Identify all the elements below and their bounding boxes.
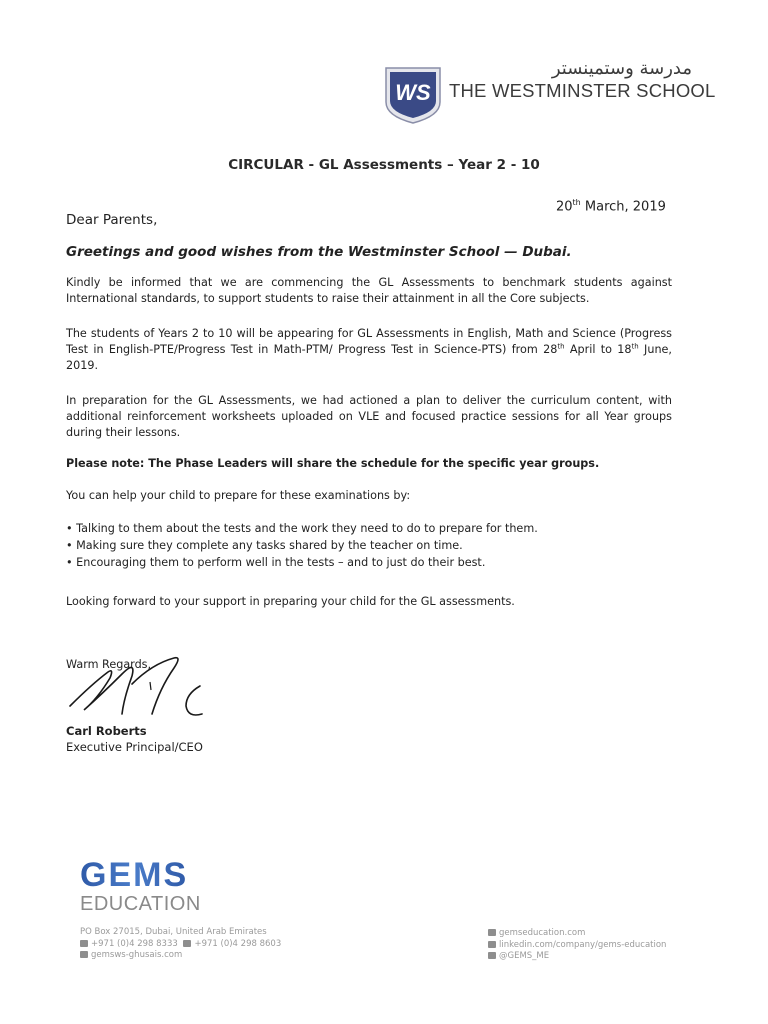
footer-contact-left bbox=[80, 927, 281, 962]
salutation: Dear Parents, bbox=[66, 212, 158, 228]
date-day: 20 bbox=[556, 199, 573, 215]
footer-fax: +971 (0)4 298 8603 bbox=[194, 938, 282, 949]
paragraph-2-a: The students of Years 2 to 10 will be appearing for GL Assessments in English, Math and Science (Progress Test in English-PTE/Progress Test in Math-PTM/ Progress Test in Science-PTS) from 28 bbox=[66, 327, 672, 356]
school-name-arabic: مدرسة وستمينستر bbox=[551, 58, 692, 79]
gems-logo-text: GEMS bbox=[80, 858, 189, 890]
footer-phone: +971 (0)4 298 8333 bbox=[91, 938, 178, 949]
signature-image bbox=[62, 624, 222, 724]
web-icon bbox=[488, 929, 496, 936]
signer-name: Carl Roberts bbox=[66, 724, 147, 738]
footer-address: PO Box 27015, Dubai, United Arab Emirates bbox=[80, 927, 267, 937]
footer-twitter-row bbox=[488, 951, 666, 963]
footer-email: gemsws-ghusais.com bbox=[91, 950, 183, 960]
footer-linkedin: linkedin.com/company/gems-education bbox=[499, 939, 667, 950]
footer-email-row bbox=[80, 950, 281, 962]
paragraph-5: You can help your child to prepare for these examinations by: bbox=[66, 489, 411, 502]
footer-phones bbox=[80, 939, 281, 951]
footer-website: gemseducation.com bbox=[499, 928, 586, 938]
school-crest-logo bbox=[384, 66, 442, 124]
paragraph-1: Kindly be informed that we are commencing the GL Assessments to benchmark students against International standards, to support students to raise their attainment in all the Core subjects. bbox=[66, 276, 672, 305]
paragraph-2 bbox=[66, 326, 672, 374]
fax-icon bbox=[183, 940, 191, 947]
greeting: Greetings and good wishes from the Westminster School — Dubai. bbox=[66, 244, 572, 260]
gems-logo bbox=[80, 858, 212, 890]
bullet-item: • Talking to them about the tests and the work they need to do to prepare for them. bbox=[66, 522, 538, 535]
school-name: THE WESTMINSTER SCHOOL bbox=[449, 80, 716, 101]
date-rest: March, 2019 bbox=[580, 199, 666, 215]
crest-letters: WS bbox=[395, 80, 431, 105]
footer-contact-right bbox=[488, 928, 666, 963]
footer-website-row bbox=[488, 928, 666, 940]
paragraph-2-sup2: th bbox=[631, 342, 639, 351]
footer-twitter: @GEMS_ME bbox=[499, 951, 550, 961]
footer-linkedin-row bbox=[488, 940, 666, 952]
bullet-item: • Making sure they complete any tasks shared by the teacher on time. bbox=[66, 539, 463, 552]
gems-education-label: EDUCATION bbox=[80, 893, 201, 915]
circular-title: CIRCULAR - GL Assessments – Year 2 - 10 bbox=[228, 157, 540, 173]
paragraph-closing: Looking forward to your support in preparing your child for the GL assessments. bbox=[66, 595, 515, 608]
email-icon bbox=[80, 951, 88, 958]
date-suffix: th bbox=[572, 198, 581, 207]
phone-icon bbox=[80, 940, 88, 947]
closing-regards: Warm Regards, bbox=[66, 658, 152, 671]
signer-title: Executive Principal/CEO bbox=[66, 740, 203, 754]
paragraph-2-c: June, 2019. bbox=[66, 343, 672, 372]
paragraph-3: In preparation for the GL Assessments, we had actioned a plan to deliver the curriculum content, with additional reinforcement worksheets uploaded on VLE and focused practice sessions for all Year groups during their lessons. bbox=[66, 394, 672, 439]
paragraph-2-b: April to 18 bbox=[564, 343, 632, 356]
paragraph-2-sup1: th bbox=[557, 342, 565, 351]
linkedin-icon bbox=[488, 941, 496, 948]
twitter-icon bbox=[488, 952, 496, 959]
paragraph-note: Please note: The Phase Leaders will share the schedule for the specific year groups. bbox=[66, 457, 600, 470]
letter-date bbox=[556, 198, 666, 214]
bullet-list bbox=[66, 521, 672, 572]
bullet-item: • Encouraging them to perform well in the tests – and to just do their best. bbox=[66, 556, 486, 569]
